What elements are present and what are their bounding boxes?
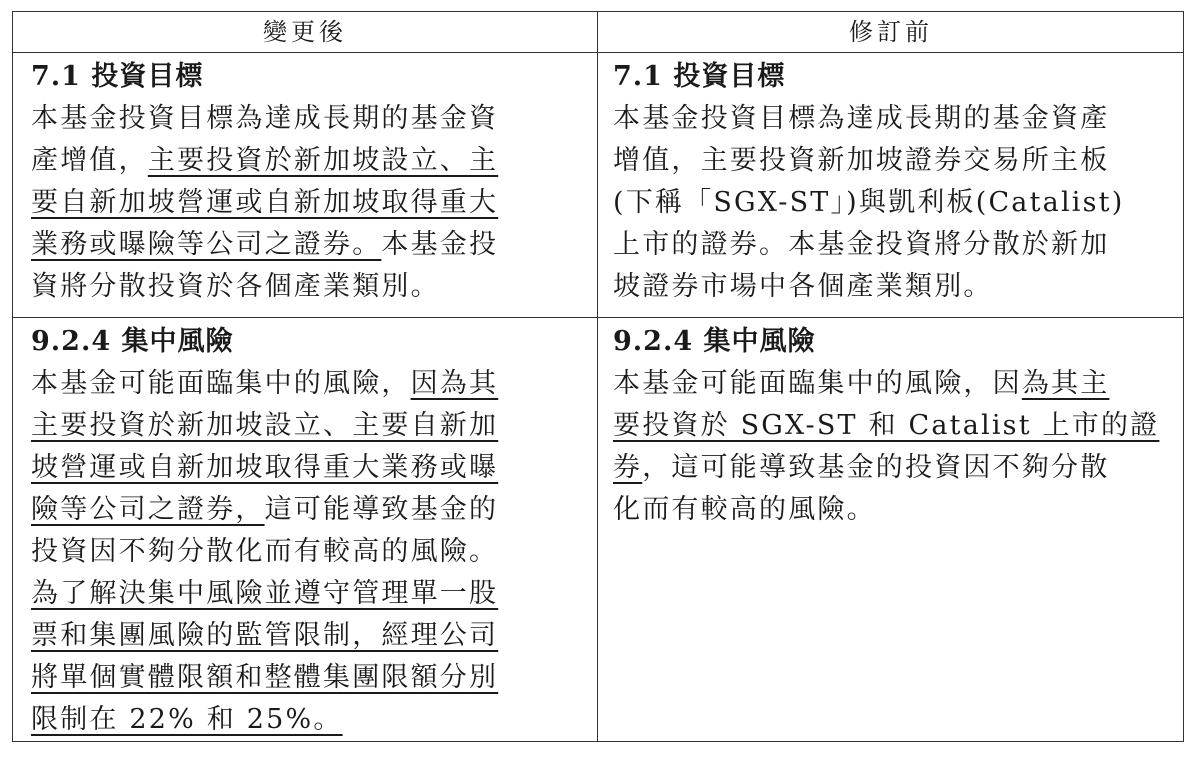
body-text: 本基金投資目標為達成長期的基金資產	[613, 103, 1110, 134]
body-text: 投資因不夠分散化而有較高的風險。	[31, 536, 499, 567]
body-text: 本基金可能面臨集中的風險，	[31, 368, 411, 399]
text-line	[31, 489, 591, 531]
body-text: ，這可能導致基金的投資因不夠分散	[642, 452, 1110, 483]
text-line	[613, 489, 1178, 531]
text-line	[613, 98, 1178, 140]
text-line	[31, 699, 591, 741]
body-text: 坡證券市場中各個產業類別。	[613, 271, 993, 302]
text-line	[31, 266, 591, 308]
row1-before-cell	[613, 56, 1178, 308]
amended-text: 券	[613, 452, 643, 483]
body-text: 化而有較高的風險。	[613, 494, 876, 525]
amended-text: 為其主	[1021, 368, 1110, 399]
text-line	[31, 447, 591, 489]
body-text: 上市的證券。本基金投資將分散於新加	[613, 229, 1110, 260]
text-line	[613, 224, 1178, 266]
text-line	[31, 140, 591, 182]
text-line	[31, 98, 591, 140]
amended-text: 要投資於 SGX-ST 和 Catalist 上市的證	[613, 410, 1160, 441]
amended-text: 限制在 22% 和 25%。	[31, 704, 343, 735]
text-line	[613, 447, 1178, 489]
text-line	[613, 140, 1178, 182]
amended-text: 因為其	[410, 368, 499, 399]
section-title-7-1-after: 7.1 投資目標	[31, 61, 204, 92]
body-text: 本基金投資目標為達成長期的基金資	[31, 103, 499, 134]
section-title-9-2-4-after: 9.2.4 集中風險	[31, 326, 234, 357]
text-line	[613, 266, 1178, 308]
body-text: 本基金投	[381, 229, 499, 260]
text-line	[31, 405, 591, 447]
text-line	[613, 363, 1178, 405]
row2-before-cell	[613, 321, 1178, 531]
text-line	[31, 182, 591, 224]
amended-text: 主要投資於新加坡設立、主要自新加	[31, 410, 499, 441]
amended-text: 坡營運或自新加坡取得重大業務或曝	[31, 452, 499, 483]
body-text: 增值，主要投資新加坡證券交易所主板	[613, 145, 1110, 176]
amended-text: 主要投資於新加坡設立、主	[147, 145, 499, 176]
text-line	[31, 615, 591, 657]
comparison-table	[12, 11, 1184, 742]
body-text: 這可能導致基金的	[264, 494, 499, 525]
text-line	[31, 363, 591, 405]
text-line	[31, 573, 591, 615]
text-line	[31, 657, 591, 699]
body-text: 產增值，	[31, 145, 148, 176]
body-text: 本基金可能面臨集中的風險，因	[613, 368, 1022, 399]
amended-text: 將單個實體限額和整體集團限額分別	[31, 662, 499, 693]
amended-text: 險等公司之證券，	[31, 494, 265, 525]
row-divider	[13, 317, 1183, 318]
header-after: 變更後	[263, 18, 347, 46]
row2-after-cell	[31, 321, 591, 741]
text-line	[31, 224, 591, 266]
text-line	[31, 531, 591, 573]
row1-after-cell	[31, 56, 591, 308]
body-text: 資將分散投資於各個產業類別。	[31, 271, 440, 302]
header-before: 修訂前	[849, 18, 933, 46]
text-line	[613, 182, 1178, 224]
amended-text: 業務或曝險等公司之證券。	[31, 229, 382, 260]
text-line	[613, 405, 1178, 447]
header-divider	[13, 52, 1183, 53]
amended-text: 要自新加坡營運或自新加坡取得重大	[31, 187, 499, 218]
section-title-7-1-before: 7.1 投資目標	[613, 61, 786, 92]
body-text: (下稱「SGX-ST」)與凱利板(Catalist)	[613, 187, 1125, 218]
amended-text: 為了解決集中風險並遵守管理單一股	[31, 578, 499, 609]
column-divider	[597, 12, 598, 741]
amended-text: 票和集團風險的監管限制，經理公司	[31, 620, 499, 651]
section-title-9-2-4-before: 9.2.4 集中風險	[613, 326, 816, 357]
